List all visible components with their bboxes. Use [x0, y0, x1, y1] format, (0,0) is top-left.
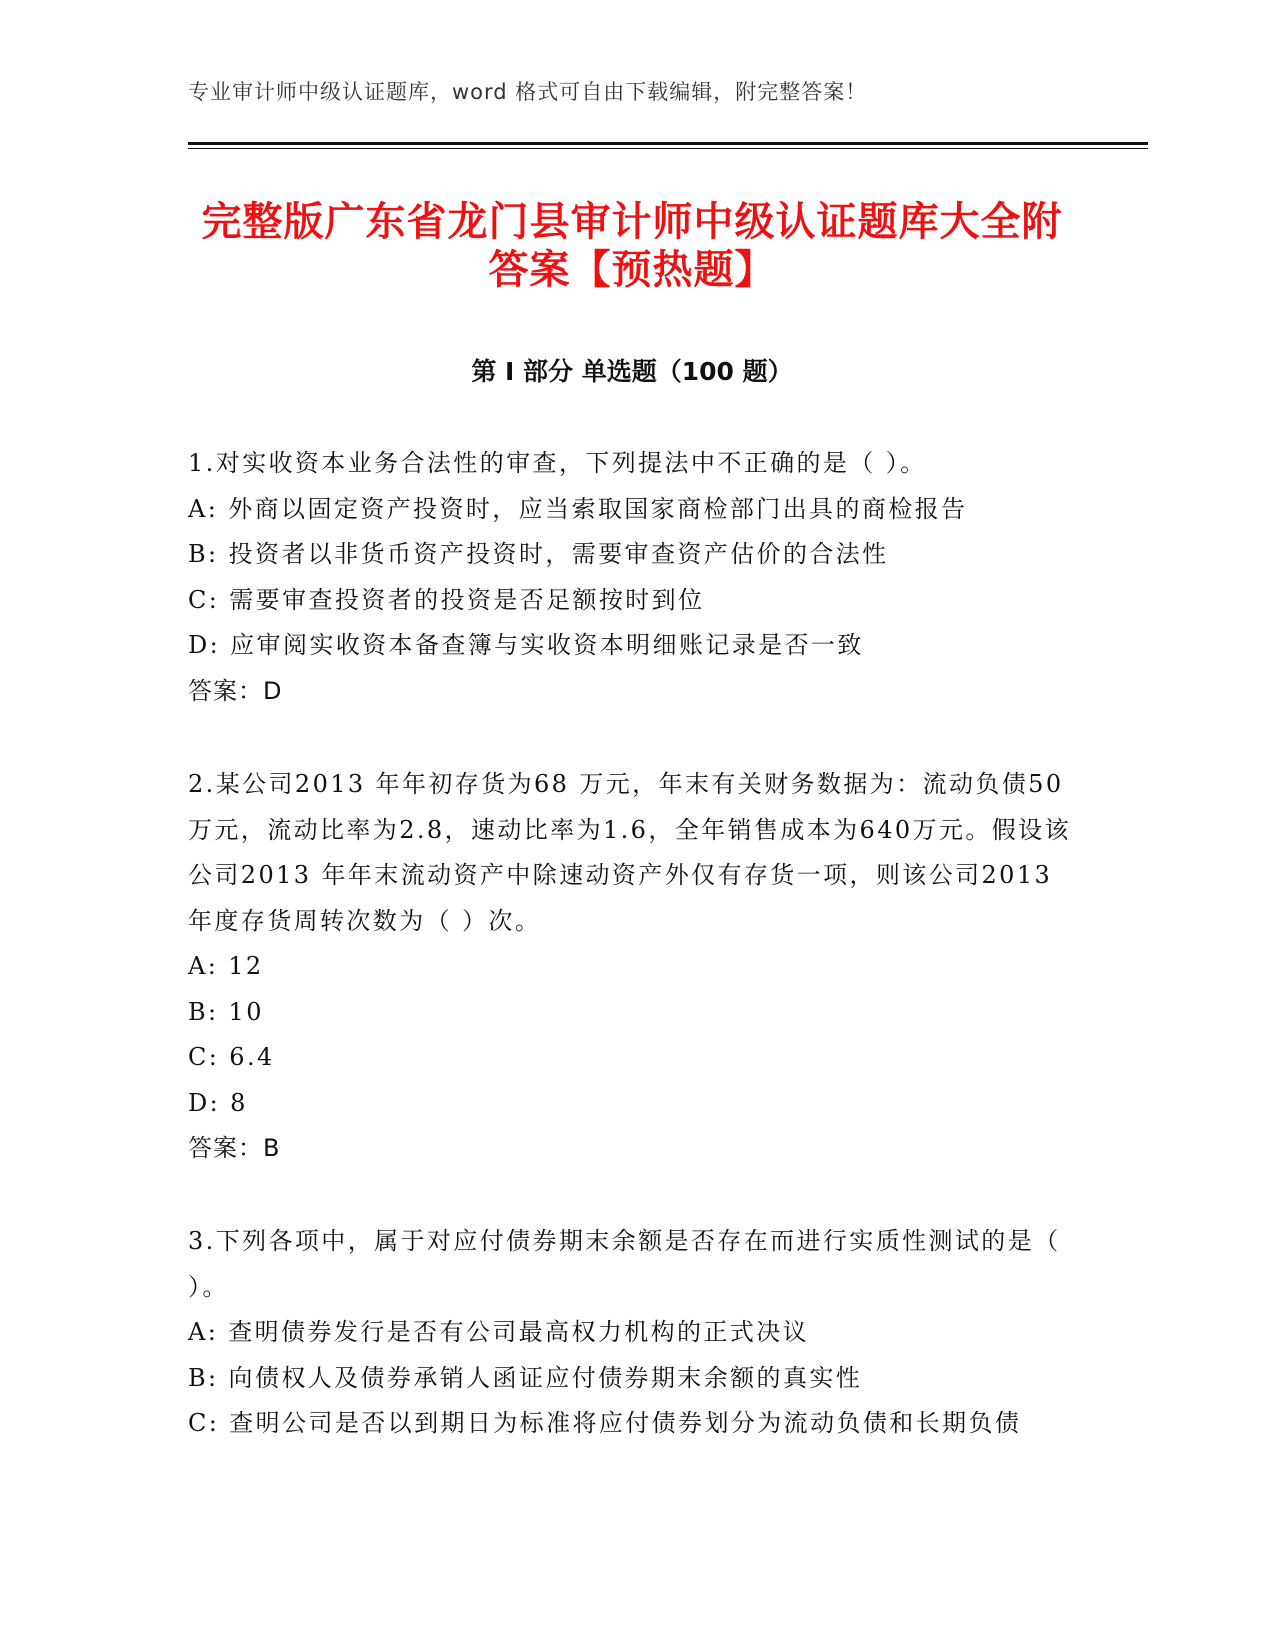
question-2: [188, 762, 1078, 1172]
option-b: B: 10: [188, 997, 264, 1026]
option-b: B: 投资者以非货币资产投资时，需要审查资产估价的合法性: [188, 540, 889, 568]
header-rule-thin: [188, 148, 1148, 149]
section-title: 第 I 部分 单选题（100 题）: [471, 357, 793, 386]
option-b: B: 向债权人及债券承销人函证应付债券期末余额的真实性: [188, 1363, 863, 1392]
option-c: C: 查明公司是否以到期日为标准将应付债券划分为流动负债和长期负债: [188, 1409, 1022, 1437]
option-a: A: 12: [188, 952, 264, 980]
option-d: D: 应审阅实收资本备查簿与实收资本明细账记录是否一致: [188, 631, 864, 659]
question-stem: 3.下列各项中，属于对应付债券期末余额是否存在而进行实质性测试的是（ ）。: [188, 1227, 1061, 1301]
option-c: C: 6.4: [188, 1043, 275, 1071]
page-header: 专业审计师中级认证题库，word 格式可自由下载编辑，附完整答案！: [188, 80, 868, 104]
question-1: [188, 441, 1078, 714]
answer: 答案：D: [188, 676, 283, 705]
question-stem: 2.某公司2013 年年初存货为68 万元，年末有关财务数据为：流动负债50 万元，流动比率为2.8，速动比率为1.6，全年销售成本为640万元。假设该公司2013 年年末流动资产中除速动资产外仅有存货一项，则该公司2013 年度存货周转次数为（ ）次。: [188, 770, 1071, 935]
document-title: 完整版广东省龙门县审计师中级认证题库大全附答案【预热题】: [201, 199, 1063, 293]
question-3: [188, 1219, 1078, 1447]
answer: 答案：B: [188, 1134, 281, 1162]
header-rule-thick: [188, 142, 1148, 145]
option-a: A: 查明债券发行是否有公司最高权力机构的正式决议: [188, 1318, 810, 1346]
option-d: D: 8: [188, 1088, 248, 1117]
option-a: A: 外商以固定资产投资时，应当索取国家商检部门出具的商检报告: [188, 494, 968, 523]
question-stem: 1.对实收资本业务合法性的审查，下列提法中不正确的是（ ）。: [188, 449, 927, 477]
option-c: C: 需要审查投资者的投资是否足额按时到位: [188, 585, 705, 614]
